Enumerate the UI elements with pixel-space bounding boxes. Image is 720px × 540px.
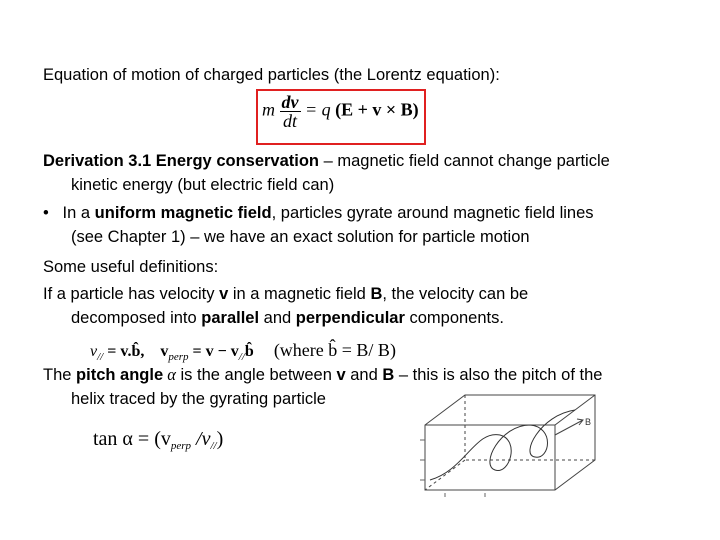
pitch-line-1 [43,364,602,386]
tan-equation [93,428,223,452]
derivation-text: – magnetic field cannot change particle [319,152,610,170]
where-clause: (where b̂ = B/ B) [273,340,396,360]
tan-sub1: perp [170,440,192,452]
particle-text-c: , the velocity can be [382,285,529,303]
bullet-line-1 [43,202,594,224]
vperp-sub: perp [168,351,189,363]
pitch-text-c: and [345,366,383,384]
particle-text-a: If a particle has velocity [43,285,220,303]
bullet-line-2: (see Chapter 1) – we have an exact solution for particle motion [71,228,530,246]
bullet-bold: uniform magnetic field [94,204,272,222]
vpar: v [90,343,98,360]
helix-path [430,410,575,480]
vperp-rhs-sub: // [238,351,245,363]
vpar-sub: // [97,351,104,363]
particle-parallel: parallel [201,309,260,327]
tan-lhs: tan α = (v [93,428,171,450]
particle-line-2 [71,307,504,329]
box-hidden-edges [425,395,595,490]
particle-text-d: decomposed into [71,309,202,327]
eq-derivative [280,93,301,130]
particle-line-1 [43,283,528,305]
pitch-text-b: is the angle between [175,366,337,384]
eq-den: dt [282,111,297,131]
pitch-angle-bold: pitch angle [76,366,164,384]
bullet-text-pre: In a [62,204,95,222]
helix-figure [405,385,615,535]
vperp-rhs-end: b̂ [244,343,254,360]
vperp-rhs: = v − v [188,343,239,360]
vpar-rhs: = v.b̂, [103,343,145,360]
decomposition-equation [90,340,396,363]
tan-sub2: // [210,440,217,452]
particle-text-f: components. [404,309,504,327]
bullet-mark: • [43,204,49,222]
particle-v: v [219,285,229,303]
tick-marks [420,440,485,497]
eq-mass: m [262,99,275,120]
eq-fields: (E + v × B) [335,99,419,120]
particle-text-b: in a magnetic field [228,285,371,303]
particle-perpendicular: perpendicular [295,309,405,327]
pitch-alpha: α [163,365,176,384]
tan-mid: /v [191,428,211,450]
eq-num: dv [281,92,299,112]
derivation-line-1 [43,150,610,172]
derivation-title: Derivation 3.1 Energy conservation [43,152,320,170]
pitch-v: v [336,366,346,384]
pitch-B: B [382,366,395,384]
particle-text-e: and [259,309,296,327]
eq-charge: = q [305,99,331,120]
pitch-line-2: helix traced by the gyrating particle [71,390,326,408]
field-label-B: B [585,417,592,427]
vperp: v [160,343,169,360]
pitch-text-d: – this is also the pitch of the [394,366,603,384]
definitions-heading: Some useful definitions: [43,258,219,276]
derivation-line-2: kinetic energy (but electric field can) [71,176,335,194]
box-outline [425,395,595,490]
lorentz-equation [262,93,419,130]
pitch-text-a: The [43,366,77,384]
bullet-text-post: , particles gyrate around magnetic field lines [271,204,594,222]
tan-end: ) [216,428,224,450]
intro-line: Equation of motion of charged particles (the Lorentz equation): [43,66,500,84]
particle-B: B [370,285,383,303]
